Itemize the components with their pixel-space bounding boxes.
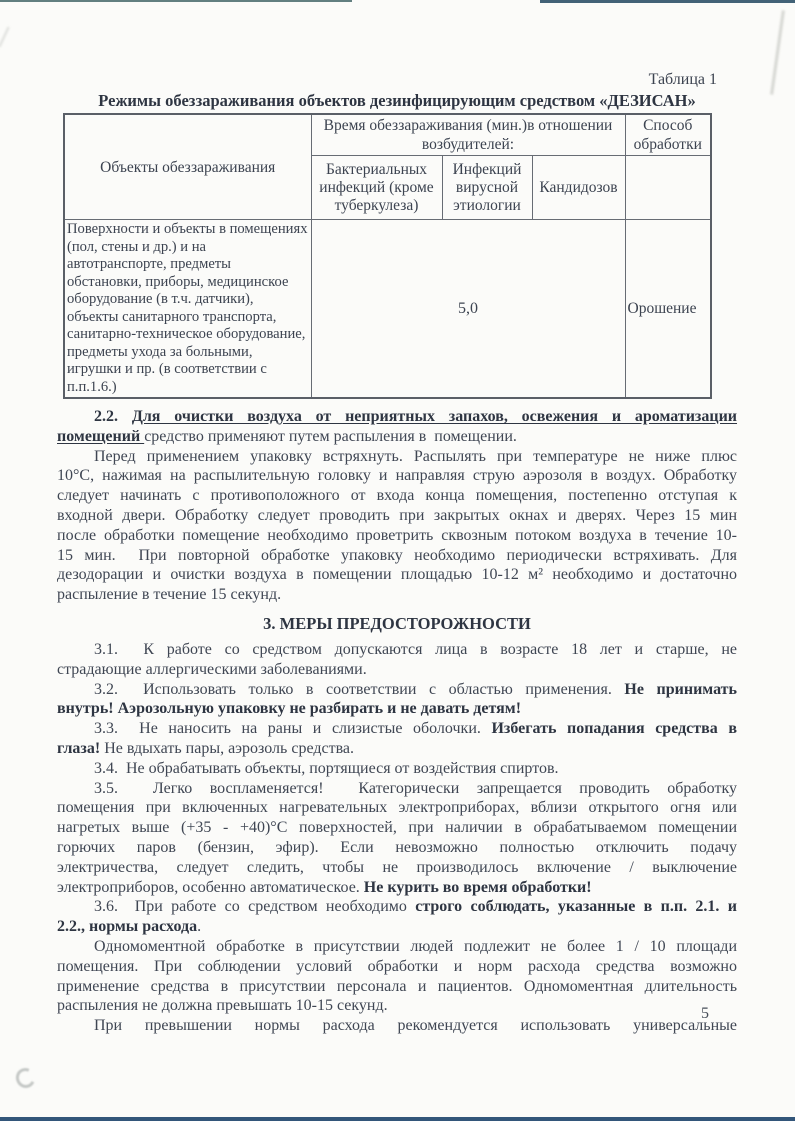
para-3-3 <box>57 719 737 759</box>
scan-edge-bottom <box>0 1117 795 1121</box>
scan-smudge-top-right <box>770 10 785 95</box>
scan-smudge-top-left <box>0 27 10 48</box>
para-2-2 <box>57 407 737 447</box>
text-line <box>57 858 737 878</box>
text-line <box>57 526 737 546</box>
table-header-row-1 <box>64 114 711 156</box>
table-title: Режимы обеззараживания объектов дезинфицирующим средством «ДЕЗИСАН» <box>98 91 696 110</box>
page-number: 5 <box>701 1005 709 1022</box>
text-run: 3.3. Не наносить на раны и слизистые оболочки. <box>94 720 492 738</box>
scan-smudge-bottom-left <box>13 1065 38 1090</box>
text-run: электроприборов, особенно автоматическое. <box>57 878 364 896</box>
row-objects-cell: Поверхности и объекты в помещениях (пол, стены и др.) и на автотранспорте, предметы обстановки, приборы, медицинское оборудование (в т.ч. датчики), объекты санитарного транспорта, санитарно-техническое оборудование, предметы ухода за больными, игрушки и пр. (в соответствии с п.п.1.6.) <box>64 220 311 399</box>
text-line <box>57 546 737 566</box>
scan-edge-top-left <box>0 0 352 2</box>
text-run: горючих паров (бензин, эфир). Если невозможно полностью отключить подачу <box>57 838 737 856</box>
text-run: Одномоментной обработке в присутствии людей подлежит не более 1 / 10 площади <box>94 937 737 955</box>
text-run: Не вдыхать пары, аэрозоль средства. <box>104 739 355 757</box>
para-application <box>57 447 737 605</box>
text-run: 3.5. Легко воспламеняется! Категорически запрещается проводить обработку <box>94 779 737 797</box>
text-line <box>57 977 737 997</box>
text-run: помещений <box>57 427 145 445</box>
text-run: строго соблюдать, указанные в п.п. 2.1. и <box>415 898 737 916</box>
text-run: . <box>197 918 202 936</box>
text-run: 3.6. При работе со средством необходимо <box>94 898 416 916</box>
row-time-cell: 5,0 <box>311 220 625 399</box>
scan-edge-top-right <box>540 0 795 3</box>
text-run: Не курить во время обработки! <box>363 878 592 896</box>
text-run: входной двери. Обработку следует проводить при закрытых окнах и дверях. Через 15 мин <box>57 506 737 524</box>
text-line <box>57 759 737 779</box>
section-3-heading: 3. МЕРЫ ПРЕДОСТОРОЖНОСТИ <box>263 613 531 633</box>
para-3-4 <box>57 759 737 779</box>
text-run: 3.2. Использовать только в соответствии с областью применения. <box>94 680 625 698</box>
text-run: после обработки помещение необходимо проветрить сквозным потоком воздуха в течение 10- <box>57 526 737 544</box>
table-row <box>64 220 711 399</box>
para-overuse <box>57 1016 737 1036</box>
para-limits <box>57 937 737 1016</box>
text-run: следует начинать с противоположного от входа конца помещения, постепенно отступая к <box>57 487 737 505</box>
text-run: Перед применением упаковку встряхнуть. Распылять при температуре не ниже плюс <box>94 447 737 465</box>
header-method-cell: Способ обработки <box>625 114 711 156</box>
text-line <box>57 838 737 858</box>
para-3-1 <box>57 640 737 680</box>
text-line <box>57 739 737 759</box>
text-run: средство применяют путем распыления в помещении. <box>144 427 517 445</box>
table-caption: Таблица 1 <box>648 71 717 88</box>
text-line <box>57 996 737 1016</box>
header-viral-cell: Инфекций вирусной этиологии <box>442 156 532 220</box>
header-bacterial-cell: Бактериальных инфекций (кроме туберкулеза) <box>311 156 442 220</box>
header-candida-cell: Кандидозов <box>532 156 625 220</box>
text-line <box>57 640 737 660</box>
text-line <box>57 506 737 526</box>
header-time-group-cell: Время обеззараживания (мин.)в отношении возбудителей: <box>311 114 625 156</box>
text-line <box>57 897 737 917</box>
text-run: Для очистки воздуха от неприятных запахов, освежения и ароматизации <box>131 408 738 425</box>
text-run: 2.2., нормы расхода <box>57 918 198 936</box>
para-3-5 <box>57 779 737 898</box>
row-method-cell: Орошение <box>625 220 711 399</box>
text-line <box>57 486 737 506</box>
text-run: 2.2. <box>94 408 132 425</box>
text-line <box>57 680 737 700</box>
text-line <box>57 466 737 486</box>
text-line <box>57 1016 737 1036</box>
header-objects-cell: Объекты обеззараживания <box>64 114 311 220</box>
text-run: внутрь! Аэрозольную упаковку не разбирать и не давать детям! <box>57 700 522 718</box>
page-content <box>57 70 737 1036</box>
text-run: помещения. При соблюдении условий обработки и норм расхода средства возможно <box>57 957 737 975</box>
text-run: 10°С, нажимая на распылительную головку и направляя струю аэрозоля в воздух. Обработку <box>57 467 737 485</box>
text-run: 3.4. Не обрабатывать объекты, портящиеся от воздействия спиртов. <box>94 759 559 777</box>
text-line <box>57 937 737 957</box>
text-line <box>57 585 737 605</box>
disinfection-table <box>63 113 712 399</box>
text-line <box>57 565 737 585</box>
text-line <box>57 957 737 977</box>
text-line <box>57 917 737 937</box>
text-run: глаза! <box>57 739 105 757</box>
text-line <box>57 878 737 898</box>
text-run: применение средства в присутствии персонала и пациентов. Одномоментная длительность <box>57 977 737 995</box>
text-run: 15 мин. При повторной обработке упаковку необходимо периодически встряхивать. Для <box>57 546 737 564</box>
para-3-6 <box>57 897 737 937</box>
text-line <box>57 447 737 467</box>
text-run: нагретых выше (+35 - +40)°С поверхностей, при наличии в обрабатываемом помещении <box>57 819 737 837</box>
text-run: Избегать попадания средства в <box>491 720 738 738</box>
text-line <box>57 818 737 838</box>
text-run: электричества, следует следить, чтобы не производилось включение / выключение <box>57 858 737 876</box>
text-run: страдающие аллергическими заболеваниями. <box>57 660 367 678</box>
text-run: дезодорации и очистки воздуха в помещении площадью 10-12 м² необходимо и достаточно <box>57 566 737 584</box>
text-run: При превышении нормы расхода рекомендуется использовать универсальные <box>94 1017 737 1035</box>
text-run: помещения при включенных нагревательных электроприборах, вблизи открытого огня или <box>57 799 737 817</box>
text-line <box>57 407 737 427</box>
para-3-2 <box>57 680 737 720</box>
text-line <box>57 719 737 739</box>
document-body <box>57 407 737 1036</box>
text-line <box>57 660 737 680</box>
text-line <box>57 798 737 818</box>
text-run: распыления не должна превышать 10-15 секунд. <box>57 997 388 1015</box>
text-run: 3.1. К работе со средством допускаются лица в возрасте 18 лет и старше, не <box>94 640 737 658</box>
text-run: распыление в течение 15 секунд. <box>57 586 282 604</box>
header-method-empty-cell <box>625 156 711 220</box>
text-run: Не принимать <box>624 680 737 698</box>
text-line <box>57 779 737 799</box>
text-line <box>57 699 737 719</box>
text-line <box>57 427 737 447</box>
